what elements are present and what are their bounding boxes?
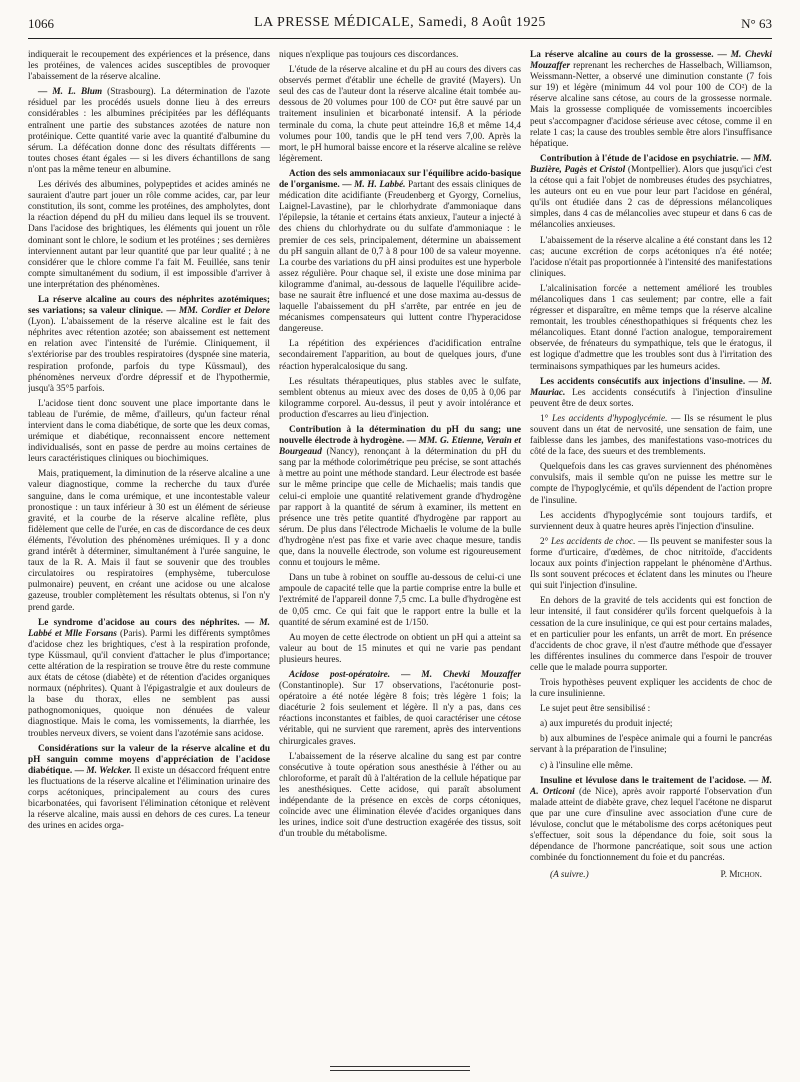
paragraph: L'étude de la réserve alcaline et du pH au cours des divers cas observés permet d'établir une échelle de gravité (Mayers). Un seul des cas de l'auteur dont la réserve alcaline était tombée au-dessous de 20 volumes pour 100 de CO² put être sauvé par un traitement insulinien et bicarbonaté intensif. A la période terminale du coma, la chute peut atteindre 16,8 et même 14,4 volumes pour 100, tandis que le pH tend vers 7,00. Après la mort, le pH humoral baisse encore et la réserve alcaline se relève légèrement. xyxy=(279,65,521,164)
paragraph: En dehors de la gravité de tels accidents qui est fonction de leur intensité, il faut considérer qu'ils forcent quelquefois à la cessation de la cure insulinique, ce qui est pour certains malades, et en particulier pour les enfants, un arrêt de mort. En présence d'accidents de choc grave, il n'est d'autre méthode que d'essayer les différentes insulines du commerce dans l'espoir de trouver celle que le malade pourra supporter. xyxy=(530,596,772,673)
paragraph: La répétition des expériences d'acidification entraîne secondairement l'apparition, au bout de quelques jours, d'une réaction hyperalcalosique du sang. xyxy=(279,339,521,372)
section-labbe-ammoniacaux: Action des sels ammoniacaux sur l'équilibre acido-basique de l'organisme. — M. H. Labbé. Partant des essais cliniques de médication dite acidifiante (Freudenberg et Gyorgy, Cornelius, Laignel-Lavastine), par le chlorhydrate d'ammoniaque dans l'épilepsie, la tétanie et certains états anxieux, l'auteur a injecté à des chiens du chlorhydrate ou du sulfate d'ammoniaque : le premier de ces sels, principalement, détermine un abaissement du pH sanguin allant de 0,7 à 8 pour 100 de sa valeur moyenne. La courbe des variations du pH ainsi produites est une hyperbole assez régulière. Pour chaque sel, il existe une dose minima par kilogramme d'animal, au-dessous de laquelle l'équilibre acide-base ne saurait être influencé et une dose maxima au-dessus de laquelle l'abaissement du pH s'arrête, par entrée en jeu de mécanismes compensateurs qui luttent contre l'hyperacidose dangereuse. xyxy=(279,168,521,335)
list-item: b) aux albumines de l'espèce animale qui a fourni le pancréas servant à la préparation de l'insuline; xyxy=(530,734,772,756)
column-2 xyxy=(279,50,521,1060)
section-acidose-post-operatoire: Acidose post-opératoire. — M. Chevki Mouzaffer (Constantinople). Sur 17 observations, l'acétonurie post-opératoire a été notée légère 8 fois; très légère 1 fois; la diacéturie 2 fois seulement et légère. Il n'y a pas, dans ces réactions inconstantes et faibles, de quoi caractériser une cétose véritable, qui ne survient que rarement, après des interventions chirurgicales graves. xyxy=(279,669,521,747)
list-item: a) aux impuretés du produit injecté; xyxy=(540,719,673,730)
to-be-continued: (A suivre.) xyxy=(550,870,589,881)
paragraph: 2° Les accidents de choc. — Ils peuvent se manifester sous la forme d'urticaire, d'œdèmes, de choc nitritoïde, d'accidents locaux aux points d'injection rappelant le phénomène d'Arthus. Ils sont souvent précoces et éclatent dans les minutes ou l'heure qui suit l'injection d'insuline. xyxy=(530,536,772,592)
author-signature: P. Michon. xyxy=(720,870,762,881)
paragraph: Dans un tube à robinet on souffle au-dessous de celui-ci une ampoule de capacité telle que la partie comprise entre la bulle et l'extrémité de l'appareil donne 7,5 cmc. La bulle d'hydrogène est de 0,05 cmc. Ce qui fait que le rapport entre la bulle et la quantité de sérum examiné est de 1/150. xyxy=(279,573,521,628)
paragraph: Mais, pratiquement, la diminution de la réserve alcaline a une valeur diagnostique, comme la recherche du taux d'urée sanguine, dans le coma urémique, et une incontestable valeur pronostique : un taux inférieur à 30 est un élément de sérieuse gravité, et la courbe de la réserve alcaline reflète, plus fidèlement que celle de l'urée, en cas de discordance de ces deux éléments, l'évolution des phénomènes urémiques. Il y a donc grand intérêt à déterminer, simultanément à l'urée sanguine, le taux de la R. A. Mais il faut se souvenir que des troubles circulatoires ou respiratoires (emphysème, tuberculose pulmonaire) peuvent, en créant une acidose ou une alcalose gazeuse, troubler complètement les résultats obtenus, si l'on n'y prend garde. xyxy=(28,469,270,613)
paragraph: Les accidents d'hypoglycémie sont toujours tardifs, et surviennent deux à quatre heures après l'injection d'insuline. xyxy=(530,510,772,532)
paragraph: niques n'explique pas toujours ces discordances. xyxy=(279,50,459,60)
section-welcker: Considérations sur la valeur de la réserve alcaline et du pH sanguin comme moyens d'appréciation de l'acidose diabétique. — M. Welcker. Il existe un désaccord fréquent entre les fluctuations de la réserve alcaline et l'élimination urinaire des corps acétoniques, principalement au cours des cures bicarbonatées, qui favorisent l'élimination cétonique et relèvent la réserve alcaline, mais aussi en dehors de ces cures. La teneur des urines en acides orga- xyxy=(28,743,270,832)
section-grossesse: La réserve alcaline au cours de la grossesse. — M. Chevki Mouzaffer reprenant les recherches de Hasselbach, Williamson, Weissmann-Netter, a observé une diminution constante (7 fois sur 19) et légère (minimum 44 vol pour 100 de CO²) de la réserve alcaline sans cétose, au cours de la grossesse normale. Mais la grossesse compliquée de vomissements incoercibles peut s'accompagner d'acidose sérieuse avec cétose, comme il en relate 1 cas; la cause des troubles semble être alors l'insuffisance hépatique. xyxy=(530,50,772,149)
section-cordier-delore: La réserve alcaline au cours des néphrites azotémiques; ses variations; sa valeur clinique. — MM. Cordier et Delore (Lyon). L'abaissement de la réserve alcaline est le fait des néphrites avec rétention azotée; son abaissement est nettement en relation avec l'intensité de l'urémie. Cliniquement, il s'extériorise par des troubles respiratoires (dyspnée sine materia, respiration profonde, parfois du type Küssmaul), des phénomènes nerveux d'ordre dépressif et de l'hypothermie, jusqu'à 35°5 parfois. xyxy=(28,294,270,394)
paragraph: indiquerait le recoupement des expériences et la présence, dans les protéines, de valences acides susceptibles de provoquer l'abaissement de la réserve alcaline. xyxy=(28,50,270,83)
issue-number: N° 63 xyxy=(741,16,772,31)
paragraph: Quelquefois dans les cas graves surviennent des phénomènes convulsifs, mais il semble qu'on ne puisse les mettre sur le compte de l'hypoglycémie, et qu'ils dépendent de l'action propre de l'insuline. xyxy=(530,462,772,506)
paragraph: L'alcalinisation forcée a nettement amélioré les troubles mélancoliques dans 1 cas seulement; par contre, elle a fait régresser et disparaître, en même temps que la réserve alcaline remontait, les troubles cénesthopathiques si fréquents chez les mélancoliques. Etant donné l'action analogue, temporairement observée, de frénateurs du sympathique, tels que le ératogus, il est logique d'admettre que les troubles sont dus à l'irritation des terminaisons sympathiques par les humeurs acides. xyxy=(530,283,772,372)
article-columns xyxy=(28,50,772,1060)
paragraph: Au moyen de cette électrode on obtient un pH qui a atteint sa valeur au bout de 15 minutes et qui ne varie pas pendant plusieurs heures. xyxy=(279,632,521,665)
section-insuline-levulose: Insuline et lévulose dans le traitement de l'acidose. — M. A. Orticoni (de Nice), après avoir rapporté l'observation d'un malade atteint de diabète grave, chez lequel l'acétone ne disparut que par une cure d'insuline avec association d'une cure de lévulose, conclut que le métabolisme des corps acétoniques peut s'effectuer, soit sous la dépendance du foie, soit sous la dépendance de l'hormone pancréatique, soit sous une action combinée du fonctionnement du foie et du pancréas. xyxy=(530,775,772,864)
paragraph: Les dérivés des albumines, polypeptides et acides aminés ne sauraient d'autre part jouer un rôle comme acides, car, par leur constitution, ils sont, comme les protéines, des ampholytes, dont la réaction dépend du pH du milieu dans lequel ils se trouvent. Dans l'acidose des brightiques, les éléments qui jouent un rôle dominant sont le chlore, le sodium et les protéines ; ses dernières interviennent autant par leur quantité que par leur qualité ; à ne considérer que le chlore comme l'a fait M. Feuillée, sans tenir compte simultanément du sodium, il est impossible d'arriver à une interprétation des phénomènes. xyxy=(28,180,270,290)
footer-rule xyxy=(330,1070,470,1071)
signature-line xyxy=(530,868,772,881)
section-psychiatrie: Contribution à l'étude de l'acidose en psychiatrie. — MM. Buzière, Pagès et Cristol (Montpellier). Alors que jusqu'ici c'est la cétose qui a fait l'objet de nombreuses études des psychiatres, les auteurs ont eu en vue pour leur part l'acidose en général, qu'ils ont étudiée dans 2 cas de dépressions mélancoliques simples, dans 4 cas de mélancolies avec stupeur et dans 6 cas de mélancolies anxieuses. xyxy=(530,153,772,231)
paragraph: Le sujet peut être sensibilisé : xyxy=(540,704,651,715)
column-3 xyxy=(530,50,772,1060)
paragraph: Les résultats thérapeutiques, plus stables avec le sulfate, semblent obtenus au mieux avec des doses de 0,05 à 0,06 par kilogramme corporel. Au-dessus, il peut y avoir intolérance et production d'escarres au lieu d'injection. xyxy=(279,376,521,420)
column-1 xyxy=(28,50,270,1060)
paragraph: Trois hypothèses peuvent expliquer les accidents de choc de la cure insulinienne. xyxy=(530,677,772,700)
paragraph: 1° Les accidents d'hypoglycémie. — Ils se résument le plus souvent dans un état de nervosité, une sensation de faim, une faiblesse dans les jambes, des manifestations vaso-motrices du côté de la face, des sueurs et des tremblements. xyxy=(530,413,772,458)
paragraph: — M. L. Blum (Strasbourg). La détermination de l'azote résiduel par les procédés usuels donne lieu à des erreurs considérables : les albumines précipitées par les défléquants entraînent une partie des substances azotées de nature non protéinique. Cette quantité varie avec la quantité d'albumine du sérum. La défécation donne donc des résultats différents — toutes choses étant égales — si les divers échantillons de sang n'ont pas la même teneur en albumine. xyxy=(28,87,270,175)
page-number-left: 1066 xyxy=(28,16,54,31)
section-insuline-accidents: Les accidents consécutifs aux injections d'insuline. — M. Mauriac. Les accidents consécutifs à l'injection d'insuline peuvent être de deux sortes. xyxy=(530,376,772,409)
section-etienne-electrode: Contribution à la détermination du pH du sang; une nouvelle électrode à hydrogène. — MM. G. Etienne, Verain et Bourgeaud (Nancy), renonçant à la détermination du pH du sang par la méthode colorimétrique peu précise, se sont attachés à mettre au point une méthode standard. Leur électrode est basée sur le même principe que celle de Michaelis; mais tandis que celui-ci emploie une quantité relativement grande d'hydrogène par rapport à la quantité de sérum à examiner, ils mettent en présence une très petite quantité d'hydrogène par rapport au sérum. De plus dans l'électrode Michaelis le volume de la bulle d'hydrogène n'est pas fixe et varie avec chaque mesure, tandis que, dans la nouvelle électrode, son volume est rigoureusement connu et toujours le même. xyxy=(279,425,521,569)
paragraph: L'abaissement de la réserve alcaline du sang est par contre consécutive à toute opération sous anesthésie à l'éther ou au chloroforme, et paraît dû à l'altération de la cellule hépatique par les anesthésiques. Cette acidose, qui paraît absolument indépendante de la présence en excès de corps cétoniques, coïncide avec une élimination élevée d'acides organiques dans les urines, indice soit d'une destruction exagérée des tissus, soit d'un trouble du métabolisme. xyxy=(279,751,521,840)
list-item: c) à l'insuline elle même. xyxy=(540,760,633,771)
page-header xyxy=(28,14,772,39)
paragraph: L'acidose tient donc souvent une place importante dans le tableau de l'urémie, de même, d'ailleurs, qu'un facteur rénal intervient dans le coma diabétique, de sorte que les deux comas, urémique et diabétique, reconnaissent encore nettement individualisés, sont en passe de perdre au moins certaines de leurs caractéristiques cliniques ou biochimiques. xyxy=(28,398,270,465)
journal-title: LA PRESSE MÉDICALE, Samedi, 8 Août 1925 xyxy=(254,15,546,30)
section-labbe-forsans: Le syndrome d'acidose au cours des néphrites. — M. Labbé et Mlle Forsans (Paris). Parmi les différents symptômes d'acidose chez les brightiques, c'est à la respiration profonde, type Küssmaul, qu'il convient d'attacher le plus d'importance; cette altération de la respiration se trouve être du reste commune aux états de cétose (diabète) et de rétention d'acides organiques normaux (néphrites). Quant à l'épigastralgie et aux douleurs de la base du thorax, elles ne semblent pas aussi pathognomoniques, quoique non dénuées de valeur diagnostique. Mais le coma, les vomissements, la diarrhée, les troubles nerveux divers, se voient dans l'azotémie sans acidose. xyxy=(28,617,270,739)
paragraph: L'abaissement de la réserve alcaline a été constant dans les 12 cas; aucune excrétion de corps acétoniques n'a été notée; l'acidose n'était pas proportionnée à l'intensité des manifestations cliniques. xyxy=(530,235,772,279)
footer-rule xyxy=(330,1066,470,1067)
